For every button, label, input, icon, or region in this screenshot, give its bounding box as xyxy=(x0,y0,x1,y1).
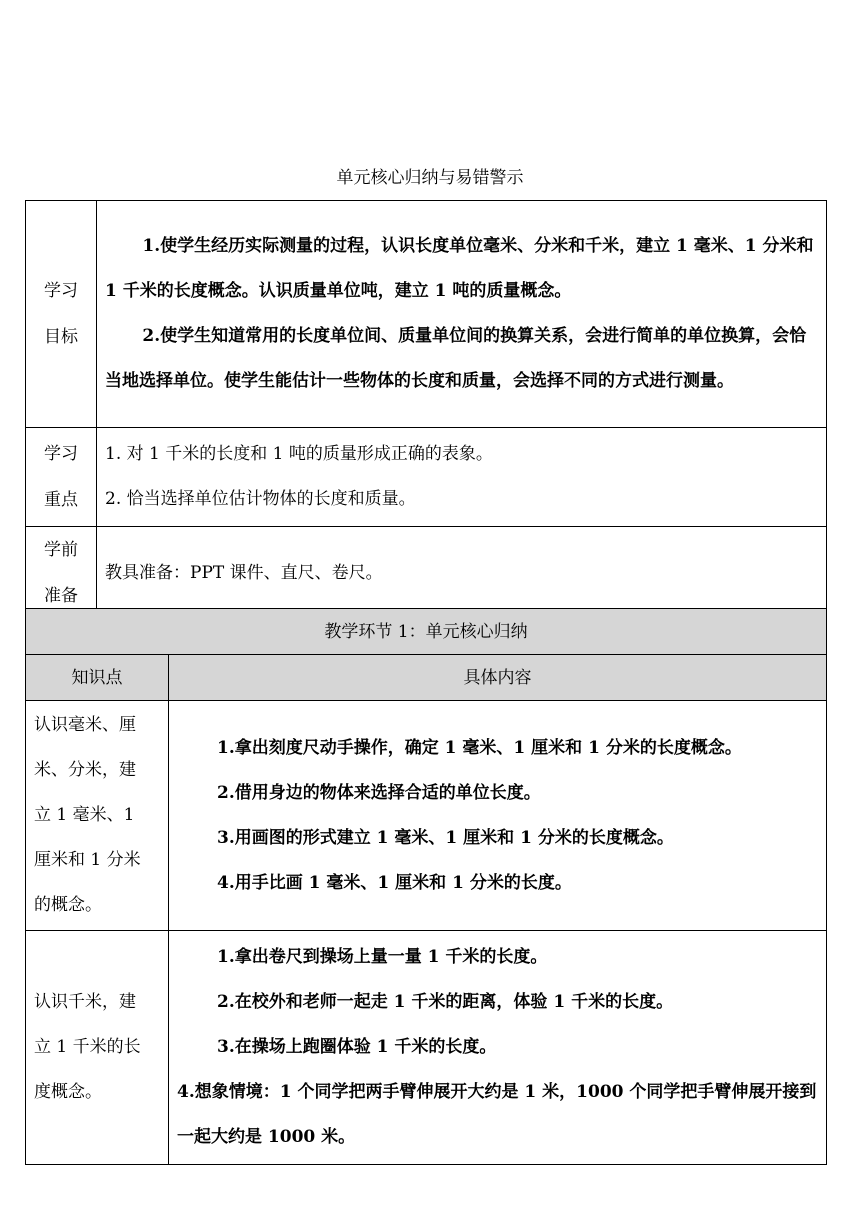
column-header-row xyxy=(26,655,827,701)
preparation-row xyxy=(26,527,827,620)
content-item: 4.想象情境：1 个同学把两手臂伸展开大约是 1 米，1000 个同学把手臂伸展开接到一起大约是 1000 米。 xyxy=(177,1082,817,1147)
knowledge-point xyxy=(26,701,169,931)
summary-table xyxy=(25,608,827,1165)
goals-row xyxy=(26,201,827,428)
content-item: 1.拿出刻度尺动手操作，确定 1 毫米、1 厘米和 1 分米的长度概念。 xyxy=(217,737,742,758)
key-points-label-line: 重点 xyxy=(44,490,78,510)
knowledge-line: 立 1 毫米、1 xyxy=(34,805,135,825)
table-row xyxy=(26,931,827,1165)
section-heading-row xyxy=(26,609,827,655)
key-points-row xyxy=(26,428,827,527)
preparation-label-line: 准备 xyxy=(44,586,78,606)
preparation-content xyxy=(97,527,827,620)
goals-label-line: 学习 xyxy=(44,281,78,301)
knowledge-line: 米、分米，建 xyxy=(34,760,136,780)
content-item: 3.用画图的形式建立 1 毫米、1 厘米和 1 分米的长度概念。 xyxy=(217,827,674,848)
goals-label-line: 目标 xyxy=(44,327,78,347)
preparation-label xyxy=(26,527,97,620)
knowledge-line: 认识毫米、厘 xyxy=(34,715,136,735)
goal-paragraph: 1.使学生经历实际测量的过程，认识长度单位毫米、分米和千米，建立 1 毫米、1 分米和 1 千米的长度概念。认识质量单位吨，建立 1 吨的质量概念。 xyxy=(105,236,814,301)
goals-content xyxy=(97,201,827,428)
content-item: 2.在校外和老师一起走 1 千米的距离，体验 1 千米的长度。 xyxy=(217,992,674,1012)
key-points-label-line: 学习 xyxy=(44,444,78,464)
table-row xyxy=(26,701,827,931)
goal-paragraph: 2.使学生知道常用的长度单位间、质量单位间的换算关系，会进行简单的单位换算，会恰当地选择单位。使学生能估计一些物体的长度和质量，会选择不同的方式进行测量。 xyxy=(105,326,807,391)
content-item: 2.借用身边的物体来选择合适的单位长度。 xyxy=(217,782,541,803)
key-point-item: 1. 对 1 千米的长度和 1 吨的质量形成正确的表象。 xyxy=(105,444,493,464)
knowledge-point xyxy=(26,931,169,1165)
content-item: 1.拿出卷尺到操场上量一量 1 千米的长度。 xyxy=(217,947,548,967)
section-heading: 教学环节 1：单元核心归纳 xyxy=(26,609,827,655)
content-item: 4.用手比画 1 毫米、1 厘米和 1 分米的长度。 xyxy=(217,872,572,893)
knowledge-line: 认识千米，建 xyxy=(34,992,136,1012)
knowledge-line: 厘米和 1 分米 xyxy=(34,850,141,870)
page-title: 单元核心归纳与易错警示 xyxy=(336,168,524,188)
col-header-content: 具体内容 xyxy=(169,655,827,701)
preparation-text: 教具准备：PPT 课件、直尺、卷尺。 xyxy=(105,562,383,583)
knowledge-line: 的概念。 xyxy=(34,895,102,915)
knowledge-line: 立 1 千米的长 xyxy=(34,1037,141,1057)
key-point-item: 2. 恰当选择单位估计物体的长度和质量。 xyxy=(105,489,416,509)
content-item: 3.在操场上跑圈体验 1 千米的长度。 xyxy=(217,1037,497,1057)
goals-label xyxy=(26,201,97,428)
lesson-info-table xyxy=(25,200,827,620)
knowledge-line: 度概念。 xyxy=(34,1082,102,1102)
content-cell xyxy=(169,931,827,1165)
preparation-label-line: 学前 xyxy=(44,540,78,560)
content-cell xyxy=(169,701,827,931)
key-points-label xyxy=(26,428,97,527)
col-header-knowledge: 知识点 xyxy=(26,655,169,701)
key-points-content xyxy=(97,428,827,527)
